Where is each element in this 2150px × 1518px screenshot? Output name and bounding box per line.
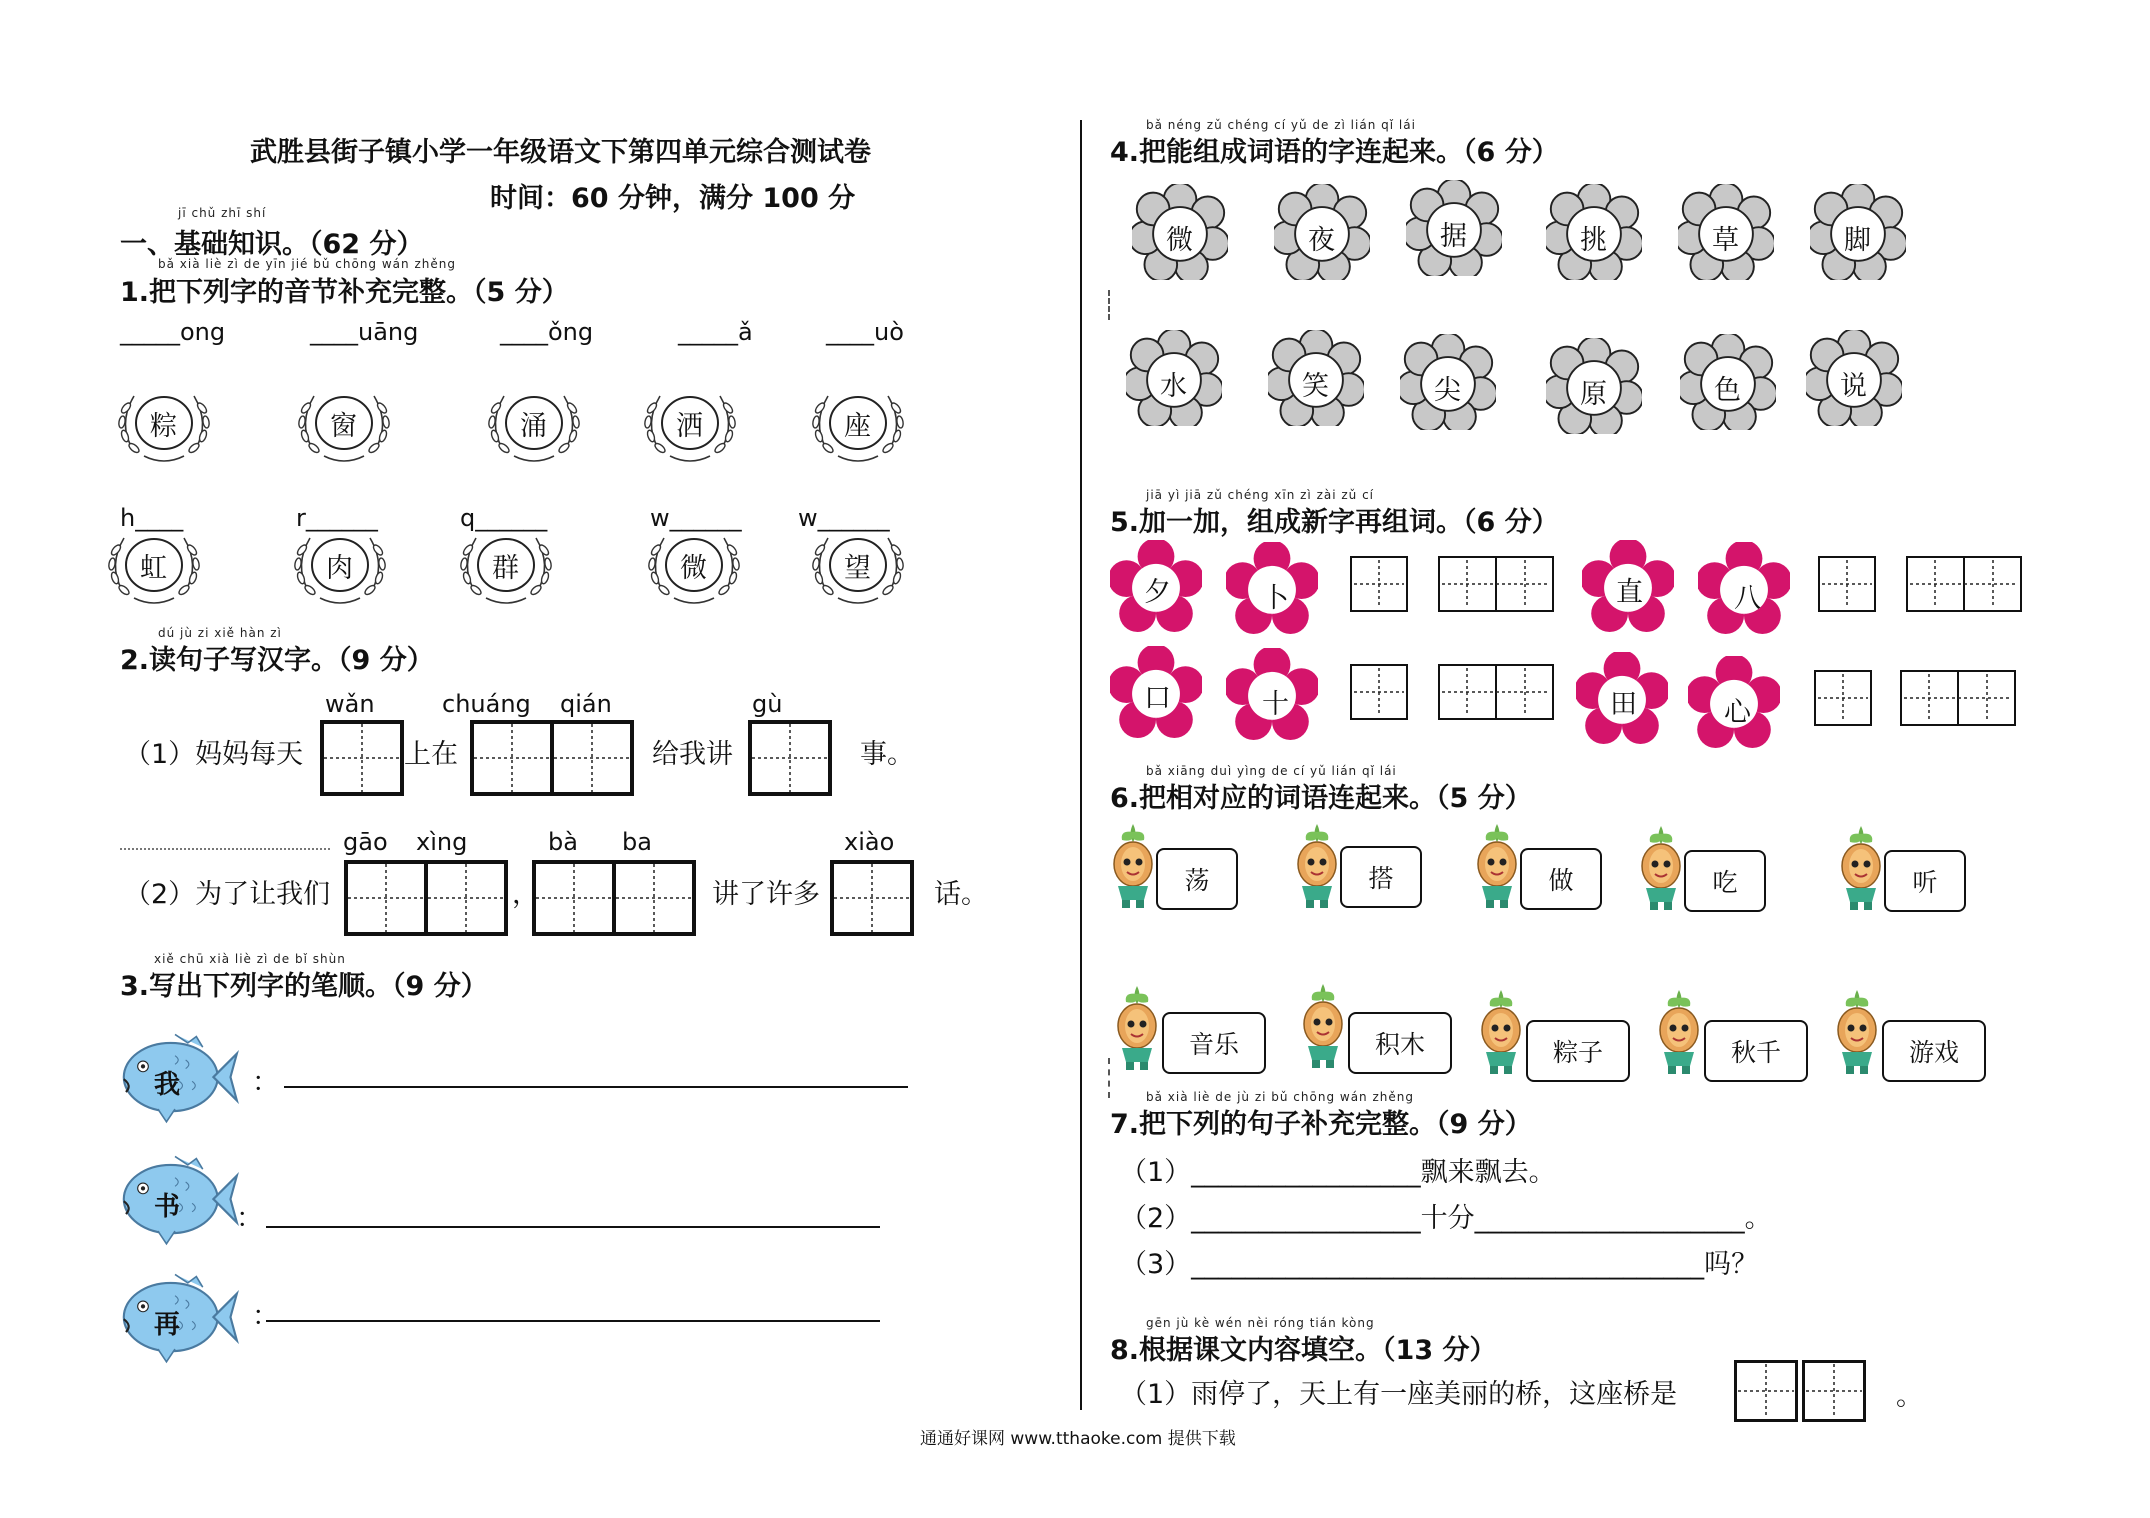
q8-line1-end: 。: [1896, 1381, 1923, 1412]
tian-grid[interactable]: [470, 720, 554, 796]
pinyin-hint: xìng: [416, 828, 468, 856]
word-card[interactable]: 秋千: [1704, 1020, 1808, 1082]
q2-pinyin: dú jù zi xiě hàn zì: [158, 626, 282, 640]
pinyin-hint: chuáng: [442, 690, 531, 718]
pink-flower-char: [1576, 652, 1668, 748]
flower-char[interactable]: [1678, 184, 1774, 284]
tian-grid[interactable]: [424, 860, 508, 936]
character: 草: [1712, 225, 1739, 256]
pink-flower-char: [1688, 656, 1780, 752]
word-card[interactable]: 搭: [1340, 846, 1422, 908]
character: 夕: [1144, 577, 1171, 608]
sentence-text: 话。: [934, 879, 988, 910]
wreath-char: [636, 378, 744, 472]
character: 我: [154, 1070, 181, 1100]
answer-box-double[interactable]: [1438, 556, 1554, 612]
writing-line[interactable]: [266, 1226, 880, 1228]
character: 肉: [326, 553, 353, 584]
character: 洒: [676, 411, 703, 442]
pink-flower-char: [1582, 540, 1674, 636]
answer-box-double[interactable]: [1438, 664, 1554, 720]
writing-line[interactable]: [266, 1320, 880, 1322]
q8-pinyin: gēn jù kè wén nèi róng tián kòng: [1146, 1316, 1375, 1330]
answer-box-single[interactable]: [1350, 556, 1408, 612]
onion-icon: [1832, 986, 1882, 1076]
fish-icon: [110, 1028, 240, 1128]
onion-icon: [1636, 822, 1686, 912]
onion-icon: [1292, 820, 1342, 910]
word-card[interactable]: 吃: [1684, 850, 1766, 912]
character: 涌: [520, 411, 547, 442]
pinyin-blank[interactable]: r______: [296, 504, 378, 532]
section1-heading: 一、基础知识。（62 分）: [120, 229, 424, 260]
character: 水: [1160, 371, 1187, 402]
q4-pinyin: bǎ néng zǔ chéng cí yǔ de zì lián qǐ lái: [1146, 118, 1416, 132]
wreath-char: [640, 520, 748, 614]
answer-box-single[interactable]: [1818, 556, 1876, 612]
sentence-text: ，: [512, 879, 539, 910]
q1-heading: 1.把下列字的音节补充完整。（5 分）: [120, 277, 569, 308]
pinyin-blank[interactable]: ____uāng: [310, 318, 419, 346]
character: 据: [1440, 221, 1467, 252]
flower-char[interactable]: [1132, 184, 1228, 284]
character: 粽: [150, 411, 177, 442]
pinyin-hint: bà: [548, 828, 578, 856]
wreath-char: [804, 520, 912, 614]
character: 色: [1714, 375, 1741, 406]
pinyin-blank[interactable]: _____ong: [120, 318, 226, 346]
character: 微: [1166, 225, 1193, 256]
section1-pinyin: jī chǔ zhī shí: [178, 206, 267, 220]
q5-heading: 5.加一加，组成新字再组词。（6 分）: [1110, 507, 1559, 538]
tian-grid[interactable]: [830, 860, 914, 936]
word-card[interactable]: 做: [1520, 848, 1602, 910]
fish-icon: [110, 1268, 240, 1368]
pinyin-blank[interactable]: w______: [650, 504, 742, 532]
flower-char[interactable]: [1400, 334, 1496, 434]
margin-marks: [1108, 290, 1110, 320]
q8-line1: （1）雨停了，天上有一座美丽的桥，这座桥是: [1120, 1379, 1678, 1410]
answer-box-single[interactable]: [1350, 664, 1408, 720]
character: 挑: [1580, 225, 1607, 256]
character: 脚: [1844, 225, 1871, 256]
character: 直: [1616, 577, 1643, 608]
onion-icon: [1654, 986, 1704, 1076]
wreath-char: [804, 378, 912, 472]
tian-grid[interactable]: [1734, 1360, 1798, 1422]
wreath-char: [110, 378, 218, 472]
q7-pinyin: bǎ xià liè de jù zi bǔ chōng wán zhěng: [1146, 1090, 1414, 1104]
q4-heading: 4.把能组成词语的字连起来。（6 分）: [1110, 137, 1559, 168]
answer-box-single[interactable]: [1814, 670, 1872, 726]
character: 口: [1144, 683, 1171, 714]
character: 尖: [1434, 375, 1461, 406]
q1-pinyin: bǎ xià liè zì de yīn jié bǔ chōng wán zhěng: [158, 257, 456, 271]
answer-box-double[interactable]: [1906, 556, 2022, 612]
flower-char[interactable]: [1806, 330, 1902, 430]
tian-grid[interactable]: [344, 860, 428, 936]
q7-line3[interactable]: （3）______________________________________吗？: [1120, 1249, 1759, 1280]
flower-char[interactable]: [1680, 334, 1776, 434]
word-card[interactable]: 粽子: [1526, 1020, 1630, 1082]
page-divider: [1080, 120, 1082, 1410]
page-title: 武胜县街子镇小学一年级语文下第四单元综合测试卷: [250, 137, 871, 168]
onion-icon: [1836, 822, 1886, 912]
word-card[interactable]: 游戏: [1882, 1020, 1986, 1082]
sentence-text: 事。: [860, 739, 914, 770]
onion-icon: [1472, 820, 1522, 910]
q5-pinyin: jiā yì jiā zǔ chéng xīn zì zài zǔ cí: [1146, 488, 1375, 502]
character: 八: [1734, 583, 1761, 614]
onion-icon: [1108, 820, 1158, 910]
character: 原: [1580, 379, 1607, 410]
character: 卜: [1262, 583, 1289, 614]
flower-char[interactable]: [1274, 184, 1370, 284]
flower-char[interactable]: [1126, 330, 1222, 430]
word-card[interactable]: 荡: [1156, 848, 1238, 910]
pinyin-blank[interactable]: w______: [798, 504, 890, 532]
sentence-text: 上在: [404, 739, 458, 770]
pinyin-blank[interactable]: ____uò: [826, 318, 904, 346]
character: 望: [844, 553, 871, 584]
flower-char[interactable]: [1406, 180, 1502, 280]
word-card[interactable]: 音乐: [1162, 1012, 1266, 1074]
character: 微: [680, 553, 707, 584]
colon: ：: [252, 1301, 279, 1332]
pinyin-hint: gù: [752, 690, 783, 718]
onion-icon: [1476, 986, 1526, 1076]
character: 心: [1724, 697, 1751, 728]
footer-credit: 通通好课网 www.tthaoke.com 提供下载: [920, 1429, 1236, 1449]
character: 说: [1840, 371, 1867, 402]
pinyin-hint: gāo: [343, 828, 388, 856]
pinyin-hint: ba: [622, 828, 652, 856]
pink-flower-char: [1226, 542, 1318, 638]
answer-box-double[interactable]: [1900, 670, 2016, 726]
fish-icon: [110, 1150, 240, 1250]
word-card[interactable]: 积木: [1348, 1012, 1452, 1074]
onion-icon: [1112, 982, 1162, 1072]
q7-line1[interactable]: （1）_________________飘来飘去。: [1120, 1157, 1556, 1188]
pinyin-blank[interactable]: _____ǎ: [678, 318, 753, 346]
character: 田: [1610, 689, 1637, 720]
q2-heading: 2.读句子写汉字。（9 分）: [120, 645, 434, 676]
wreath-char: [290, 378, 398, 472]
margin-marks: [1108, 1058, 1110, 1098]
character: 虹: [140, 553, 167, 584]
flower-char[interactable]: [1546, 184, 1642, 284]
pinyin-hint: qián: [560, 690, 612, 718]
tian-grid[interactable]: [550, 720, 634, 796]
time-info: 时间：60 分钟，满分 100 分: [490, 183, 856, 214]
q6-pinyin: bǎ xiāng duì yìng de cí yǔ lián qǐ lái: [1146, 764, 1397, 778]
wreath-char: [286, 520, 394, 614]
q3-heading: 3.写出下列字的笔顺。（9 分）: [120, 971, 488, 1002]
sentence-text: 讲了许多: [712, 879, 820, 910]
character: 座: [844, 411, 871, 442]
character: 窗: [330, 411, 357, 442]
word-card[interactable]: 听: [1884, 850, 1966, 912]
character: 十: [1262, 689, 1289, 720]
flower-char[interactable]: [1546, 338, 1642, 438]
q7-heading: 7.把下列的句子补充完整。（9 分）: [1110, 1109, 1532, 1140]
colon: ：: [236, 1203, 263, 1234]
sentence-text: 给我讲: [652, 739, 733, 770]
tian-grid[interactable]: [748, 720, 832, 796]
q8-heading: 8.根据课文内容填空。（13 分）: [1110, 1335, 1497, 1366]
sentence-text: （1）妈妈每天: [124, 739, 304, 770]
pinyin-blank[interactable]: q______: [460, 504, 548, 532]
pinyin-hint: xiào: [844, 828, 895, 856]
character: 群: [492, 553, 519, 584]
character: 再: [154, 1310, 181, 1340]
pink-flower-char: [1698, 542, 1790, 638]
character: 笑: [1302, 371, 1329, 402]
tian-grid[interactable]: [612, 860, 696, 936]
dotted-divider: [120, 848, 330, 850]
pink-flower-char: [1110, 540, 1202, 636]
q6-heading: 6.把相对应的词语连起来。（5 分）: [1110, 783, 1532, 814]
pinyin-blank[interactable]: h____: [120, 504, 184, 532]
wreath-char: [480, 378, 588, 472]
tian-grid[interactable]: [1802, 1360, 1866, 1422]
character: 书: [154, 1192, 181, 1222]
tian-grid[interactable]: [320, 720, 404, 796]
wreath-char: [452, 520, 560, 614]
sentence-text: （2）为了让我们: [124, 879, 331, 910]
q3-pinyin: xiě chū xià liè zì de bǐ shùn: [154, 952, 346, 966]
onion-icon: [1298, 980, 1348, 1070]
flower-char[interactable]: [1268, 330, 1364, 430]
tian-grid[interactable]: [532, 860, 616, 936]
pink-flower-char: [1226, 648, 1318, 744]
q7-line2[interactable]: （2）_________________十分____________________。: [1120, 1203, 1772, 1234]
character: 夜: [1308, 225, 1335, 256]
pinyin-hint: wǎn: [325, 690, 375, 718]
wreath-char: [100, 520, 208, 614]
flower-char[interactable]: [1810, 184, 1906, 284]
writing-line[interactable]: [284, 1086, 908, 1088]
colon: ：: [252, 1067, 279, 1098]
pinyin-blank[interactable]: ____ǒng: [500, 318, 594, 346]
pink-flower-char: [1110, 646, 1202, 742]
